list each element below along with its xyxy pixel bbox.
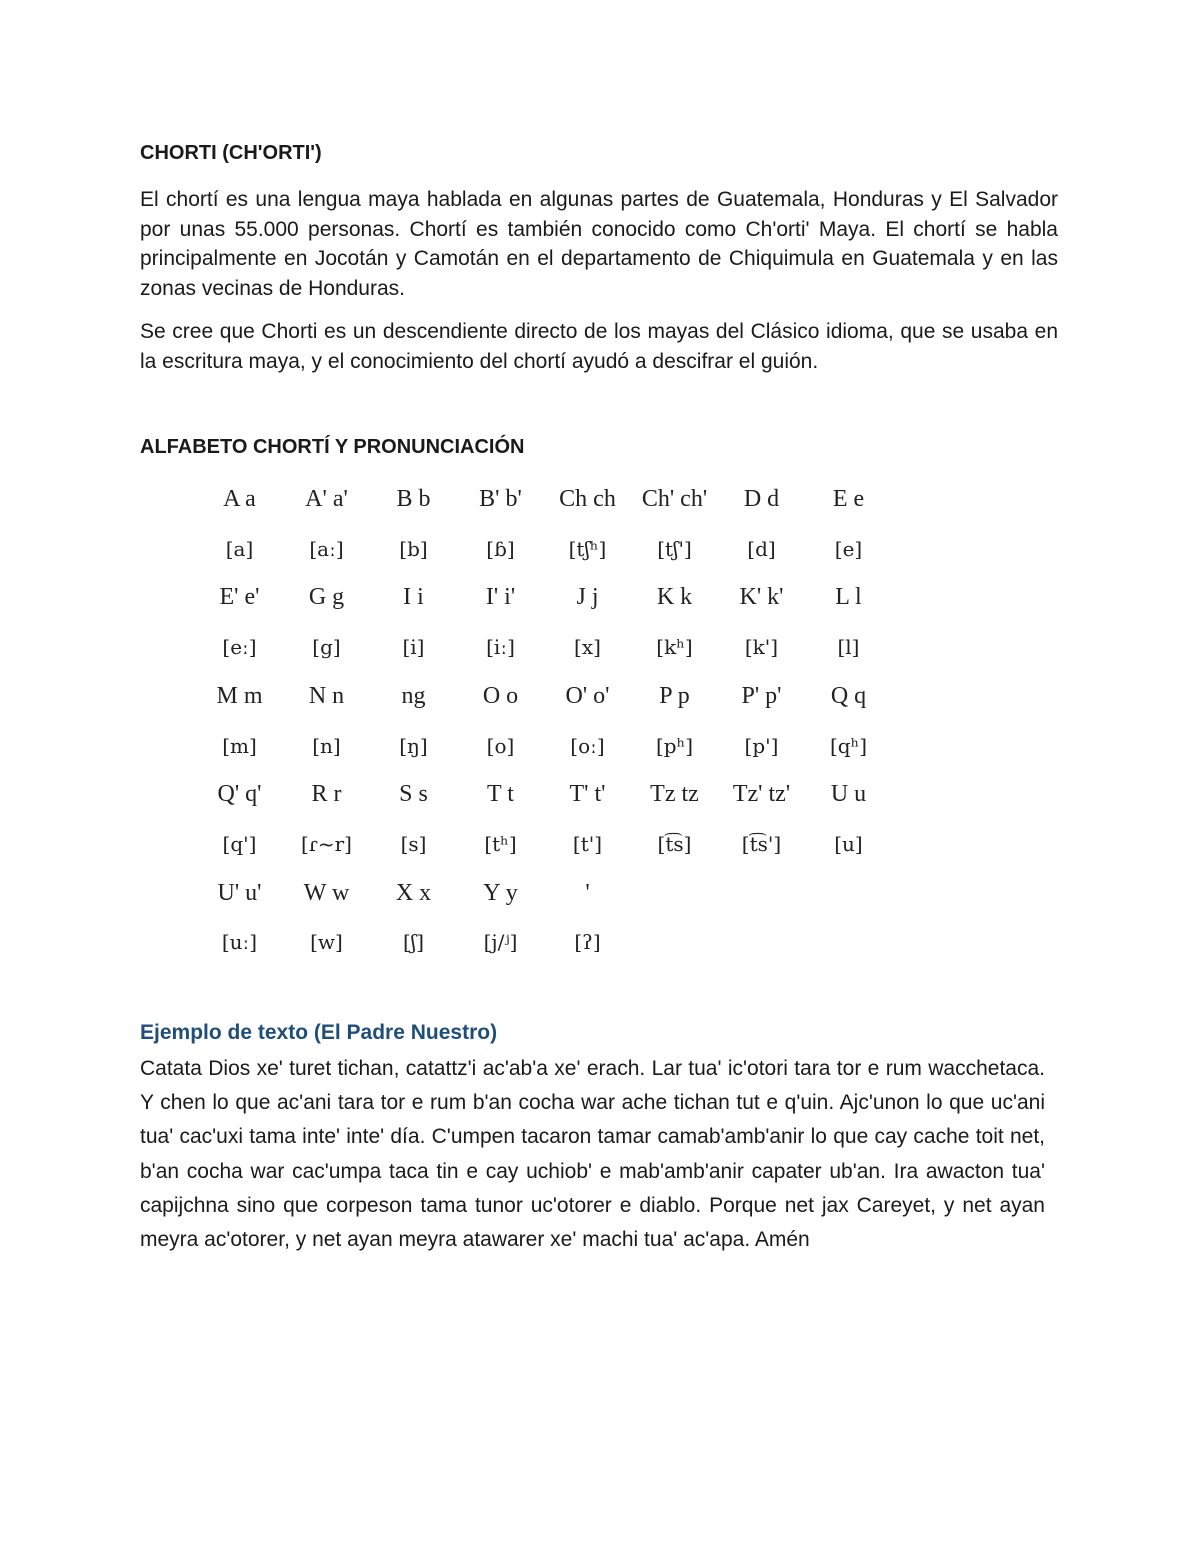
alphabet-letter: G g <box>308 584 345 611</box>
alphabet-ipa: [m] <box>222 733 257 758</box>
alphabet-ipa: [kʰ] <box>656 635 693 660</box>
alphabet-heading: ALFABETO CHORTÍ Y PRONUNCIACIÓN <box>140 436 525 458</box>
alphabet-ipa: [n] <box>312 733 341 758</box>
alphabet-letter: Ch' ch' <box>641 486 708 513</box>
example-text: Catata Dios xe' turet tichan, catattz'i ac'ab'a xe' erach. Lar tua' ic'otori tara tor e rum wacchetaca. Y chen lo que ac'ani tara tor e rum b'an cocha war ache tichan tut e q'uin. Ajc'unon lo que uc'ani tua' cac'uxi tama inte' inte' día. C'umpen tacaron tamar camab'amb'anir lo que cay cache toit net, b'an cocha war cac'umpa taca tin e cay uchiob' e mab'amb'anir capater ub'an. Ira awacton tua' capijchna sino que corpeson tama tunor uc'otorer e diablo. Porque net jax Careyet, y net ayan meyra ac'otorer, y net ayan meyra atawarer xe' machi tua' ac'apa. Amén <box>140 1057 1045 1252</box>
alphabet-letter: X x <box>395 879 432 906</box>
alphabet-ipa: [o] <box>486 733 515 758</box>
alphabet-letter: N n <box>308 682 345 709</box>
alphabet-letter: D d <box>743 486 780 513</box>
alphabet-letter: Q' q' <box>217 781 262 808</box>
alphabet-ipa: [tʃ'] <box>657 536 692 561</box>
alphabet-ipa: [i] <box>402 635 425 660</box>
alphabet-letter: J j <box>576 584 599 611</box>
alphabet-table <box>196 475 886 967</box>
alphabet-ipa: [u] <box>834 831 863 856</box>
alphabet-letter: Tz' tz' <box>732 781 791 808</box>
alphabet-letter: K k <box>656 584 693 611</box>
alphabet-letter: K' k' <box>739 584 784 611</box>
alphabet-ipa: [tʃʰ] <box>568 536 607 561</box>
alphabet-ipa <box>631 918 718 967</box>
alphabet-letter: M m <box>216 682 263 709</box>
alphabet-ipa: [ɓ] <box>486 536 515 561</box>
alphabet-letter: I i <box>403 584 424 611</box>
alphabet-ipa <box>718 918 805 967</box>
alphabet-ipa: [b] <box>399 536 428 561</box>
example-heading: Ejemplo de texto (El Padre Nuestro) <box>140 1021 498 1044</box>
alphabet-letter: P p <box>659 682 690 709</box>
alphabet-letter <box>718 869 805 918</box>
alphabet-ipa: [ɾ~r] <box>301 831 352 856</box>
alphabet-letter: ' <box>585 879 590 906</box>
alphabet-letter <box>805 869 892 918</box>
alphabet-ipa: [q'] <box>222 831 257 856</box>
alphabet-ipa: [w] <box>310 930 343 955</box>
alphabet-ipa: [l] <box>837 635 860 660</box>
alphabet-letter: A' a' <box>305 486 348 513</box>
alphabet-ipa: [ʔ] <box>574 930 601 955</box>
alphabet-letter: Y y <box>483 879 518 906</box>
alphabet-ipa: [s] <box>400 831 427 856</box>
alphabet-ipa: [eː] <box>222 635 257 660</box>
document-body <box>140 138 1058 462</box>
alphabet-ipa: [aː] <box>309 536 344 561</box>
alphabet-ipa: [g] <box>312 635 341 660</box>
alphabet-letter: U u <box>830 781 867 808</box>
alphabet-ipa: [iː] <box>486 635 515 660</box>
alphabet-ipa: [j/ʲ] <box>483 930 518 955</box>
alphabet-ipa: [tʰ] <box>484 831 517 856</box>
alphabet-letter: E e <box>832 486 865 513</box>
alphabet-ipa: [a] <box>225 536 254 561</box>
alphabet-ipa: [ʃ] <box>402 930 425 955</box>
alphabet-ipa: [ŋ] <box>399 733 428 758</box>
alphabet-ipa: [x] <box>574 635 601 660</box>
alphabet-letter: T t <box>487 781 514 808</box>
alphabet-ipa: [t͡s] <box>657 831 692 856</box>
alphabet-letter: B b <box>396 486 431 513</box>
alphabet-ipa <box>805 918 892 967</box>
alphabet-ipa: [k'] <box>744 635 779 660</box>
alphabet-letter: ng <box>401 682 426 709</box>
alphabet-ipa: [oː] <box>570 733 605 758</box>
alphabet-letter <box>631 869 718 918</box>
alphabet-letter: R r <box>311 781 342 808</box>
alphabet-letter: B' b' <box>479 486 522 513</box>
history-paragraph: Se cree que Chorti es un descendiente directo de los mayas del Clásico idioma, que se usaba en la escritura maya, y el conocimiento del chortí ayudó a descifrar el guión. <box>140 320 1058 373</box>
alphabet-letter: T' t' <box>569 781 606 808</box>
alphabet-letter: E' e' <box>219 584 260 611</box>
page-title: CHORTI (CH'ORTI') <box>140 142 322 164</box>
intro-paragraph: El chortí es una lengua maya hablada en algunas partes de Guatemala, Honduras y El Salvador por unas 55.000 personas. Chortí es también conocido como Ch'orti' Maya. El chortí se habla principalmente en Jocotán y Camotán en el departamento de Chiquimula en Guatemala y en las zonas vecinas de Honduras. <box>140 188 1058 300</box>
alphabet-letter: Ch ch <box>559 486 616 513</box>
alphabet-letter: Tz tz <box>650 781 699 808</box>
alphabet-ipa: [d] <box>747 536 776 561</box>
alphabet-letter: W w <box>303 879 350 906</box>
alphabet-ipa: [t'] <box>572 831 603 856</box>
alphabet-letter: O o <box>482 682 519 709</box>
alphabet-letter: U' u' <box>217 879 262 906</box>
alphabet-ipa: [t͡s'] <box>741 831 782 856</box>
alphabet-letter: L l <box>835 584 862 611</box>
alphabet-ipa: [qʰ] <box>829 733 868 758</box>
alphabet-ipa: [uː] <box>221 930 258 955</box>
alphabet-letter: I' i' <box>485 584 516 611</box>
alphabet-ipa: [e] <box>834 536 863 561</box>
alphabet-letter: P' p' <box>741 682 782 709</box>
alphabet-ipa: [pʰ] <box>655 733 694 758</box>
alphabet-letter: A a <box>223 486 256 513</box>
alphabet-letter: Q q <box>830 682 867 709</box>
alphabet-letter: S s <box>399 781 428 808</box>
alphabet-ipa: [p'] <box>744 733 779 758</box>
alphabet-letter: O' o' <box>565 682 610 709</box>
